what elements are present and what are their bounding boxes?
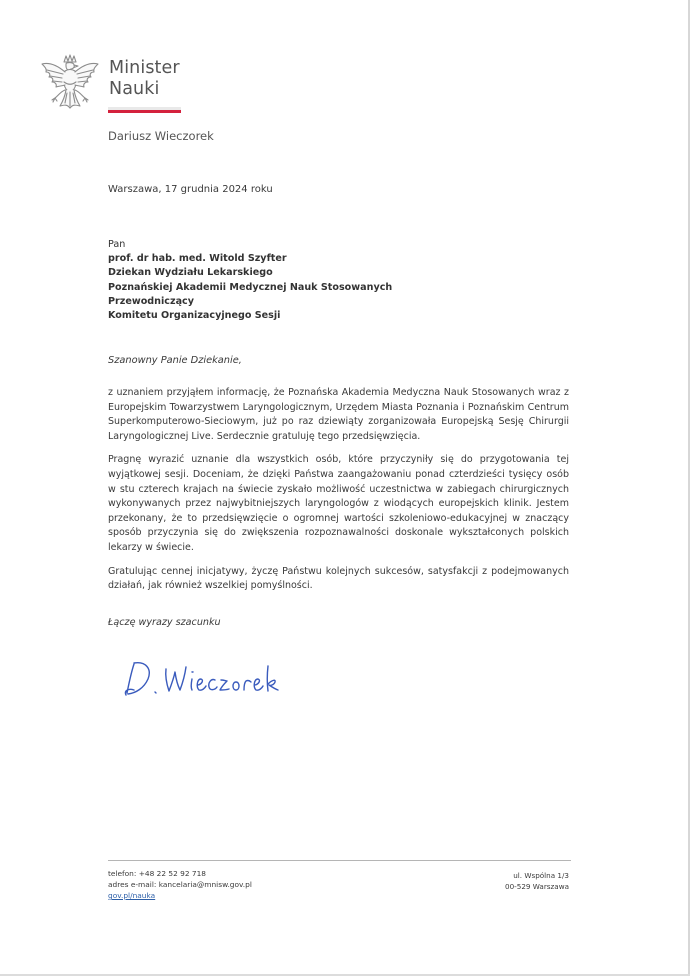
footer-postal-city: 00-529 Warszawa xyxy=(505,882,569,891)
ministry-line-1: Minister xyxy=(109,58,180,78)
addressee-line: Przewodniczący xyxy=(108,295,194,307)
addressee-title: Pan xyxy=(108,239,126,250)
footer-email: adres e-mail: kancelaria@mnisw.gov.pl xyxy=(108,880,252,889)
body-paragraph: z uznaniem przyjąłem informację, że Poznańska Akademia Medyczna Nauk Stosowanych wraz z Europejskim Towarzystwem Laryngologicznym, Urzędem Miasta Poznania i Poznańskim Centrum Superkomputerowo-Sieciowym, już po raz dziewiąty zorganizowała Europejską Sesję Chirurgii Laryngologicznej Live. Serdecznie gratuluję tego przedsięwzięcia. xyxy=(108,387,569,442)
addressee-line: Dziekan Wydziału Lekarskiego xyxy=(108,267,273,279)
body-paragraph: Pragnę wyrazić uznanie dla wszystkich osób, które przyczyniły się do przygotowania tej wyjątkowej sesji. Doceniam, że dzięki Państwa zaangażowaniu ponad czterdzieści tysięcy osób w stu czterech krajach na świecie zyskało możliwość uczestnictwa w zabiegach chirurgicznych wykonywanych przez najwybitniejszych laryngologów z wiodących europejskich klinik. Jestem przekonany, że to przedsięwzięcie o ogromnej wartości szkoleniowo-edukacyjnej w znaczący sposób przyczynia się do zwiększenia rozpoznawalności doskonale wykształconych polskich lekarzy w świecie. xyxy=(108,454,569,553)
addressee-block xyxy=(108,238,392,323)
letter-date: Warszawa, 17 grudnia 2024 roku xyxy=(108,184,273,195)
addressee-line: prof. dr hab. med. Witold Szyfter xyxy=(108,253,287,265)
addressee-line: Komitetu Organizacyjnego Sesji xyxy=(108,310,281,322)
ministry-name xyxy=(109,58,180,100)
footer-phone: telefon: +48 22 52 92 718 xyxy=(108,869,207,878)
minister-name: Dariusz Wieczorek xyxy=(108,129,214,143)
letter-salutation: Szanowny Panie Dziekanie, xyxy=(108,355,242,366)
polish-flag-stripe xyxy=(108,107,181,113)
polish-white-eagle-icon xyxy=(38,52,102,120)
footer-address xyxy=(505,870,569,892)
footer-contact xyxy=(108,868,252,901)
ministry-line-2: Nauki xyxy=(109,79,160,99)
letter-body xyxy=(108,386,569,603)
footer-website-link[interactable]: gov.pl/nauka xyxy=(108,891,156,900)
handwritten-signature xyxy=(122,655,282,701)
flag-red-stripe xyxy=(108,110,181,113)
addressee-line: Poznańskiej Akademii Medycznej Nauk Stosowanych xyxy=(108,281,393,293)
footer-divider xyxy=(108,860,571,861)
body-paragraph: Gratulując cennej inicjatywy, życzę Państwu kolejnych sukcesów, satysfakcji z podejmowanych działań, jak również wszelkiej pomyślności. xyxy=(108,565,569,592)
letter-closing: Łączę wyrazy szacunku xyxy=(108,617,221,628)
footer-street: ul. Wspólna 1/3 xyxy=(513,871,569,880)
